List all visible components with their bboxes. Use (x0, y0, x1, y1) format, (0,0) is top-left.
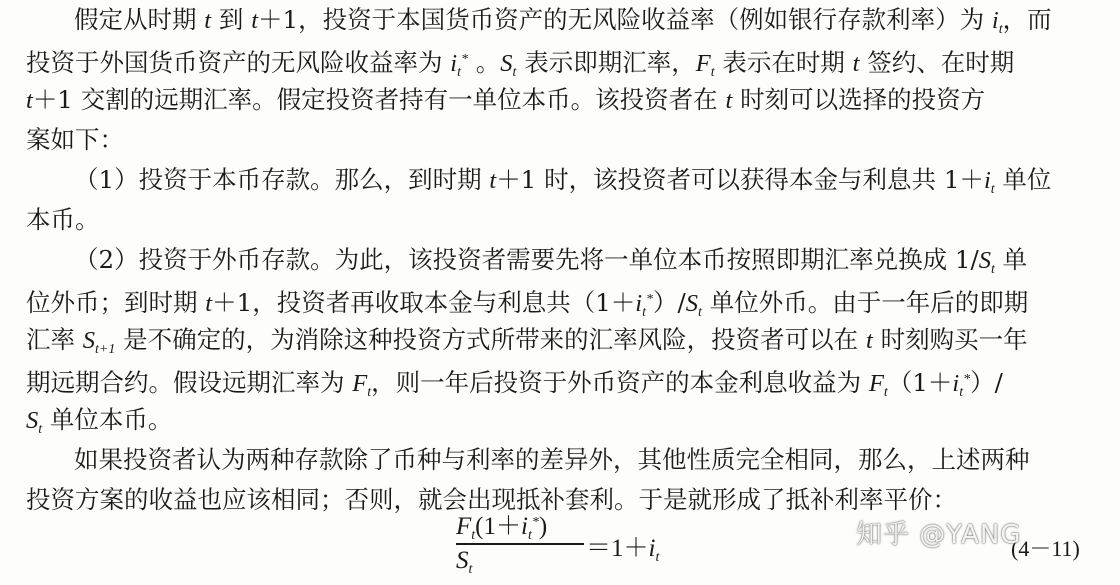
text: 案如下： (26, 125, 124, 154)
var-t: t (204, 7, 212, 34)
var-F: F (352, 370, 368, 397)
var-i: i (648, 535, 656, 562)
subscript: t (990, 182, 995, 197)
var-S: S (500, 50, 513, 77)
text: 如果投资者认为两种存款除了币种与利率的差异外，其他性质完全相同，那么，上述两种 (74, 445, 1030, 474)
text: 汇率 (26, 325, 83, 354)
paragraph-1-line-4 (26, 120, 124, 160)
superscript: * (963, 372, 971, 387)
superscript: * (531, 515, 539, 530)
var-t: t (26, 87, 33, 114)
subscript: t (367, 385, 372, 400)
text: ＋1，投资于本国货币资产的无风险收益率（例如银行存款利率）为 (258, 5, 992, 34)
var-F: F (456, 513, 472, 540)
text: 表示在时期 (714, 48, 853, 77)
formula-denominator (456, 546, 584, 585)
subscript: t (527, 528, 532, 543)
var-i: i (635, 290, 643, 317)
text: ，则一年后投资于外币资产的本金利息收益为 (371, 368, 869, 397)
paragraph-3-line-4 (26, 360, 1003, 413)
text: 投资于外国货币资产的无风险收益率为 (26, 48, 451, 77)
subscript: t (38, 422, 43, 437)
subscript: t (710, 65, 715, 80)
text: 是不确定的，为消除这种投资方式所带来的汇率风险，投资者可以在 (115, 325, 866, 354)
text: 本币。 (26, 205, 100, 234)
subscript: t (998, 22, 1003, 37)
text: 单 (994, 245, 1028, 274)
paragraph-2-line-1 (74, 160, 1051, 210)
var-F: F (868, 370, 884, 397)
text: ＋1 交割的远期汇率。假定投资者持有一单位本币。该投资者在 (32, 85, 726, 114)
subscript: t+1 (95, 342, 116, 357)
text: ）/ (970, 368, 1003, 397)
text: 。 (468, 48, 501, 77)
equation-number: (4－11) (1011, 536, 1080, 561)
paragraph-2-line-2 (26, 200, 100, 240)
text: 时刻可以选择的投资方 (732, 85, 986, 114)
subscript: t (698, 305, 702, 320)
var-i: i (450, 50, 458, 77)
var-t: t (725, 87, 733, 114)
var-t: t (205, 290, 213, 317)
subscript: t (512, 65, 517, 80)
var-i: i (521, 513, 528, 540)
var-S: S (456, 547, 469, 574)
text: ) (538, 513, 548, 540)
superscript: * (461, 52, 468, 67)
var-S: S (82, 327, 96, 354)
text: 投资方案的收益也应该相同；否则，就会出现抵补套利。于是就形成了抵补利率平价： (26, 485, 957, 514)
var-F: F (695, 50, 711, 77)
subscript: t (655, 550, 660, 565)
text: （2）投资于外币存款。为此，该投资者需要先将一单位本币按照即期汇率兑换成 1/ (74, 245, 979, 274)
text: 时刻购买一年 (872, 325, 1028, 354)
paragraph-4-line-1 (74, 440, 1030, 480)
text: 签约、在时期 (859, 48, 1015, 77)
text: 假定从时期 (74, 5, 205, 34)
text: 单位 (994, 165, 1052, 194)
text: ，而 (1002, 5, 1052, 34)
watermark: 知乎 @YANG (856, 520, 1022, 550)
text: ）/ (653, 288, 686, 317)
var-t: t (852, 50, 860, 77)
subscript: t (642, 305, 646, 320)
text: 位外币；到时期 (26, 288, 206, 317)
var-S: S (978, 247, 991, 274)
formula-rhs (586, 528, 659, 566)
text: （1）投资于本币存款。那么，到时期 (74, 165, 490, 194)
text: 单位本币。 (42, 405, 173, 434)
paragraph-1-line-3 (26, 80, 985, 121)
var-i: i (991, 7, 999, 34)
text: 单位外币。由于一年后的即期 (701, 288, 1029, 317)
var-S: S (685, 290, 699, 317)
text: (1＋ (475, 513, 521, 540)
text: 表示即期汇率， (516, 48, 696, 77)
text: ＝1＋ (586, 535, 649, 562)
var-S: S (26, 407, 39, 434)
text: ＋1 时，该投资者可以获得本金与利息共 1＋ (496, 165, 984, 194)
text: ＋1，投资者再收取本金与利息共（1＋ (212, 288, 636, 317)
var-t: t (489, 167, 497, 194)
subscript: t (959, 385, 964, 400)
text: 到 (211, 5, 252, 34)
var-t: t (865, 327, 873, 354)
var-i: i (983, 167, 991, 194)
subscript: t (457, 65, 461, 80)
superscript: * (646, 292, 653, 307)
fraction-bar (456, 543, 584, 545)
var-i: i (952, 370, 960, 397)
subscript: t (883, 385, 888, 400)
text: （1＋ (887, 368, 953, 397)
formula-numerator (456, 508, 584, 551)
subscript: t (471, 528, 476, 543)
text: 期远期合约。假设远期汇率为 (26, 368, 353, 397)
subscript: t (990, 262, 995, 277)
var-t: t (251, 7, 258, 34)
subscript: t (468, 562, 473, 577)
